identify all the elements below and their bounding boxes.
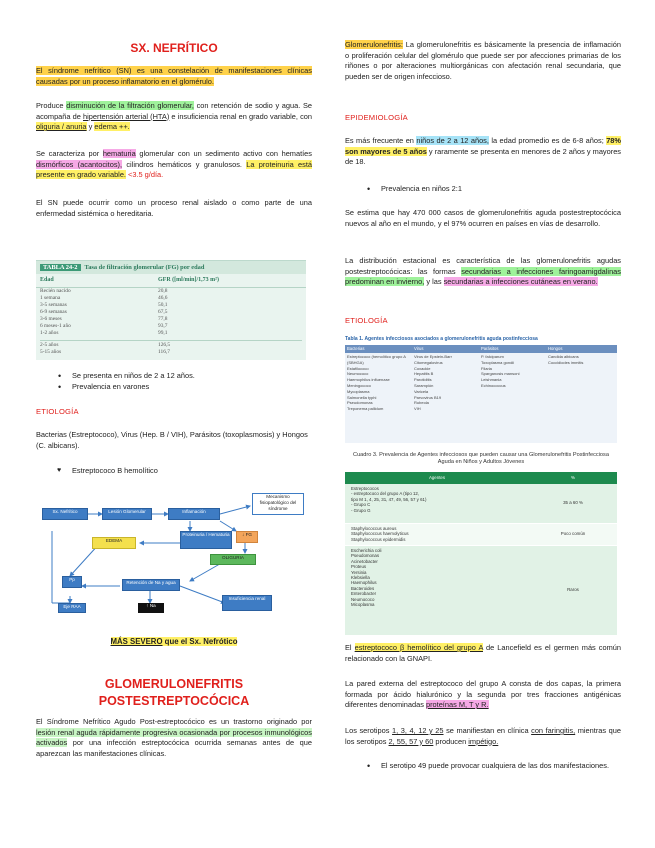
list-item: Varicela bbox=[414, 388, 429, 394]
red-value: <3.5 g/día. bbox=[125, 170, 164, 180]
list-item: P. falciparum bbox=[481, 354, 504, 360]
highlight-mas-severo: MÁS SEVERO bbox=[110, 637, 163, 646]
list-item: Coxackie bbox=[414, 365, 431, 371]
list-item: Treponema pallidum bbox=[347, 406, 384, 412]
agent-line: Estreptococos bbox=[351, 486, 379, 491]
agent-line: Staphylococcus epidermidis bbox=[351, 536, 406, 542]
list-item: • Prevalencia en varones bbox=[36, 382, 312, 393]
box-proteinuria-hematuria: Proteinuria / Hematuria bbox=[180, 531, 232, 549]
list-item: Parotiditis bbox=[414, 377, 432, 383]
cell-age: 3-5 semanas bbox=[40, 301, 67, 308]
heart-list bbox=[36, 466, 312, 477]
row-value: Raros bbox=[567, 587, 579, 593]
cell-age: 2-5 años bbox=[40, 341, 59, 348]
box-fg: ↓ FG bbox=[236, 531, 258, 543]
paragraph-gnapi-definition bbox=[36, 717, 312, 759]
cuadro3-caption: Cuadro 3. Prevalencia de Agentes infecciosos que pueden causar una Glomerulonefritis Postinfecciosa Aguda en Niños y Adultos Jóvenes bbox=[353, 452, 609, 466]
list-item: • El serotipo 49 puede provocar cualquiera de las dos manifestaciones. bbox=[345, 761, 621, 772]
paragraph-glomerulonefritis bbox=[345, 40, 621, 82]
paragraph-produce bbox=[36, 101, 312, 133]
title-line-1: GLOMERULONEFRITIS bbox=[104, 677, 244, 691]
highlight-fg: disminución de la filtración glomerular, bbox=[66, 101, 194, 110]
header-hongos: Hongos bbox=[548, 346, 563, 352]
highlight-lesion: lesión renal aguda rápidamente progresiva ocasionada por procesos inmunológicos activados bbox=[36, 727, 312, 748]
text-span: El Síndrome Nefrítico Agudo Post-estreptocócico es un trastorno originado por bbox=[36, 717, 312, 726]
table-separator bbox=[40, 337, 302, 341]
list-item: Candida albicans bbox=[548, 354, 579, 360]
table-header bbox=[36, 261, 306, 274]
agent-line: Klebsiella bbox=[351, 575, 370, 581]
paragraph-aislado: El SN puede ocurrir como un proceso renal aislado o como parte de una enfermedad sistémica o hereditaria. bbox=[36, 198, 312, 218]
column-hongos bbox=[548, 354, 615, 442]
cell-age: 3-6 meses bbox=[40, 315, 62, 322]
text-span: cilindros hemáticos y granulosos. bbox=[122, 159, 247, 169]
table-row bbox=[36, 316, 306, 323]
row-value: 35 a 60 % bbox=[563, 500, 583, 506]
table-row bbox=[36, 295, 306, 302]
header-virus: Virus bbox=[414, 346, 424, 352]
list-item: Virus de Epstein-Barr bbox=[414, 354, 452, 360]
agent-line: Escherichia coli bbox=[351, 548, 382, 553]
box-insuficiencia: Insuficiencia renal bbox=[222, 595, 272, 611]
cell-gfr: 20,8 bbox=[158, 287, 168, 294]
box-lesion-glomerular: Lesión Glomerular bbox=[102, 508, 152, 520]
row-agents bbox=[345, 546, 529, 635]
text-span: se manifiestan en clínica bbox=[443, 726, 532, 735]
highlight-proteinas: proteínas M, T y R. bbox=[425, 700, 489, 710]
column-virus bbox=[414, 354, 481, 442]
cell-age: 6 meses-1 año bbox=[40, 322, 71, 329]
box-inflamacion: Inflamación bbox=[168, 508, 220, 520]
paragraph-pared bbox=[345, 679, 621, 711]
text-span: mientras que los serotipos bbox=[345, 726, 621, 746]
list-item: Parvovirus B19 bbox=[414, 394, 442, 400]
box-edema: EDEMA bbox=[92, 537, 136, 549]
box-na: ↑ Na bbox=[138, 603, 164, 613]
text-span: Es más frecuente en bbox=[345, 136, 417, 145]
pathophysiology-diagram bbox=[40, 491, 310, 613]
box-eje-raa: Eje RAA bbox=[58, 603, 86, 613]
agent-line: Staphylococcus haemolyticus bbox=[351, 531, 409, 537]
title-sx-nefritico: SX. NEFRÍTICO bbox=[130, 41, 218, 55]
list-item: Sarampión bbox=[414, 383, 434, 389]
heading-etiologia-right: ETIOLOGÍA bbox=[345, 316, 388, 325]
cell-gfr: 99,1 bbox=[158, 329, 168, 336]
agent-line: - Grupo G bbox=[351, 507, 371, 513]
table-column-headers bbox=[36, 274, 306, 288]
agent-line: Acinetobacter bbox=[351, 558, 378, 564]
box-ht: Pp bbox=[62, 576, 82, 588]
paragraph-estacional bbox=[345, 256, 621, 288]
highlight-78: 78% son mayores de 5 años bbox=[345, 136, 621, 156]
header-parasitos: Parásitos bbox=[481, 346, 499, 352]
paragraph-etiologia: Bacterias (Estreptococo), Virus (Hep. B / VIH), Parásitos (toxoplasmosis) y Hongos (C. albicans). bbox=[36, 430, 308, 450]
cell-age: 6-9 semanas bbox=[40, 308, 67, 315]
paragraph-hematuria bbox=[36, 149, 312, 181]
agent-line: Pseudomonas bbox=[351, 553, 380, 559]
cuadro3-header bbox=[345, 472, 617, 484]
list-item: Salmonella typhi bbox=[347, 394, 377, 400]
highlight-age: niños de 2 a 12 años, bbox=[416, 136, 489, 145]
agent-line: - Grupo C bbox=[351, 502, 371, 508]
text-span: de Lancefield es el germen más común relacionado con la GNAPI. bbox=[345, 643, 621, 663]
underline-serotipos-1: 1, 3, 4, 12 y 25 bbox=[392, 726, 444, 735]
table-row bbox=[36, 288, 306, 295]
table1-header bbox=[345, 345, 617, 353]
underline-hta: hipertensión arterial (HTA) bbox=[83, 111, 170, 121]
title-line-2: POSTESTREPTOCÓCICA bbox=[98, 694, 250, 708]
paragraph-epidemiologia bbox=[345, 136, 621, 168]
highlight-proteinuria: La proteinuria está presente en grado variable. bbox=[36, 159, 313, 180]
column-edad: Edad bbox=[40, 277, 54, 283]
row-agents bbox=[345, 484, 529, 523]
heading-etiologia-left: ETIOLOGÍA bbox=[36, 407, 79, 416]
list-item: Pseudomonas bbox=[347, 400, 373, 406]
underline-impetigo: impétigo. bbox=[468, 736, 499, 746]
mas-severo-line bbox=[36, 636, 312, 647]
table-rows-b bbox=[36, 342, 306, 356]
list-item: Meningococo bbox=[347, 383, 371, 389]
list-item: Estafilococo bbox=[347, 365, 369, 371]
list-item: Leishmania bbox=[481, 377, 502, 383]
list-item: ♥ Estreptococo B hemolítico bbox=[36, 466, 312, 477]
highlight-hematuria: hematuria bbox=[102, 149, 136, 158]
list-item: Filaria bbox=[481, 365, 492, 371]
row-agents bbox=[345, 524, 529, 545]
table-row bbox=[36, 342, 306, 349]
table-rows-a bbox=[36, 288, 306, 337]
heading-epidemiologia: EPIDEMIOLOGÍA bbox=[345, 113, 408, 122]
bullet-prevalencia bbox=[345, 184, 621, 195]
cell-gfr: 116,7 bbox=[158, 348, 170, 355]
table-agentes-infecciosos bbox=[345, 336, 617, 442]
cell-age: 1 semana bbox=[40, 294, 61, 301]
agent-line: Haemophilus bbox=[351, 580, 377, 586]
text-span: Los serotipos bbox=[345, 726, 393, 735]
list-item: Coccidiodes immitis bbox=[548, 359, 584, 365]
title-glomerulonefritis bbox=[36, 676, 312, 710]
table-cuadro3 bbox=[345, 472, 617, 636]
agent-line: Enterobacter bbox=[351, 591, 377, 597]
table-tag: TABLA 24-2 bbox=[40, 264, 81, 271]
highlight-estreptococo: estreptococo β hemolítico del grupo A bbox=[354, 643, 483, 652]
box-sx-nefritico: Sx. Nefrítico bbox=[42, 508, 88, 520]
paragraph-serotipos bbox=[345, 726, 621, 747]
table-row bbox=[345, 484, 617, 524]
agent-line: Micoplasma bbox=[351, 602, 375, 608]
text-span: La glomerulonefritis es básicamente la presencia de inflamación o proliferación celular del glomérulo que puede ser por afecciones primarias de los riñones o por alteraciones multiorgánicas con afectación renal secundaria, que pueden ser de origen infeccioso. bbox=[345, 40, 621, 81]
list-item: Sparganosis mansoni bbox=[481, 371, 520, 377]
bullet-list-epidemiology bbox=[36, 371, 312, 392]
highlight-invierno: secundarias a infecciones faringoamigdalinas predominan en invierno, bbox=[345, 266, 621, 287]
text-span: La pared externa del estreptococo del grupo A consta de dos capas, la primera formada por ácido hialurónico y la segunda por tres fracciones antigénicas diferentes denominadas bbox=[345, 679, 621, 710]
list-item: Echinococcus bbox=[481, 383, 506, 389]
box-note: Mecanismo fisiopatológico del síndrome bbox=[252, 493, 304, 515]
agent-line: Neumococo bbox=[351, 596, 375, 602]
underline-faringitis: con faringitis, bbox=[531, 726, 576, 735]
table-row bbox=[345, 546, 617, 636]
header-bacterias: Bacterias bbox=[347, 346, 365, 352]
cell-age: Recién nacido bbox=[40, 287, 71, 294]
text-span: El bbox=[345, 643, 355, 652]
highlight-edema: edema ++. bbox=[94, 122, 130, 132]
cell-gfr: 67,5 bbox=[158, 308, 168, 315]
agent-line: - estreptococo del grupo A (tipo 12, bbox=[351, 491, 420, 497]
text-span: por una infección estreptocócica ocurrida semanas antes de que aparezcan las manifestaciones clínicas. bbox=[36, 738, 312, 758]
cell-gfr: 77,8 bbox=[158, 315, 168, 322]
paragraph-definition bbox=[36, 66, 312, 87]
paragraph-casos: Se estima que hay 470 000 casos de glomerulonefritis aguda postestreptocócica nuevos al año en el mundo, y el 97% ocurren en países en vías de desarrollo. bbox=[345, 208, 621, 228]
header-agentes: Agentes bbox=[428, 475, 446, 481]
text-span: producen bbox=[433, 736, 469, 746]
agent-line: tipo M 1, 4, 25, 31, 47, 49, 56, 57 y 61) bbox=[351, 496, 427, 502]
text-span: y las bbox=[424, 277, 444, 287]
text-span: Se caracteriza por bbox=[36, 149, 103, 158]
agent-line: Bacteroides bbox=[351, 585, 375, 591]
highlight-dismorficos: dismórficos (acantocitos), bbox=[36, 159, 123, 169]
table-row bbox=[36, 330, 306, 337]
box-oliguria: OLIGURIA bbox=[210, 554, 256, 565]
agent-line: Yersinia bbox=[351, 569, 367, 575]
bullet-serotipo-49 bbox=[345, 761, 621, 772]
list-item: • Se presenta en niños de 2 a 12 años. bbox=[36, 371, 312, 382]
text-span: con retención de sodio y agua. Se acompaña de bbox=[36, 101, 313, 121]
underline-serotipos-2: 2, 55, 57 y 60 bbox=[388, 736, 434, 746]
table1-body bbox=[345, 353, 617, 443]
table-row bbox=[36, 349, 306, 356]
table-row bbox=[36, 323, 306, 330]
list-item: Citomegalovirus bbox=[414, 359, 443, 365]
list-item: Mycoplasma bbox=[347, 388, 370, 394]
list-item: • Prevalencia en niños 2:1 bbox=[345, 184, 621, 195]
list-item: Toxoplasma gondii bbox=[481, 359, 515, 365]
list-item: Haemophilus influenzae bbox=[347, 377, 390, 383]
list-item: Hepatitis B bbox=[414, 371, 434, 377]
text-span: la edad promedio es de 6-8 años; bbox=[488, 136, 607, 145]
cell-gfr: 93,7 bbox=[158, 322, 168, 329]
text-span: y raramente se presenta en menores de 2 años y mayores de 18. bbox=[345, 146, 621, 167]
paragraph-estreptococo bbox=[345, 643, 621, 664]
highlight-oliguria: oliguria / anuria bbox=[36, 122, 87, 132]
column-gfr: GFR ([ml/min]/1,73 m²) bbox=[158, 277, 219, 283]
header-percent: % bbox=[571, 474, 575, 480]
table-title: Tasa de filtración glomerular (FG) por edad bbox=[84, 264, 205, 271]
text-span: Produce bbox=[36, 101, 67, 110]
list-item: Neumococo bbox=[347, 371, 369, 377]
text-span: La distribución estacional es característica de las glomerulonefritis agudas postestreptocócicas: las formas bbox=[345, 256, 621, 276]
agent-line: Proteus bbox=[351, 564, 367, 570]
list-item: Rubeola bbox=[414, 400, 429, 406]
highlight-term: Glomerulonefritis: bbox=[345, 40, 403, 49]
highlight-definition: El síndrome nefrítico (SN) es una constelación de manifestaciones clínicas causadas por un proceso inflamatorio en el glomérulo. bbox=[36, 66, 312, 86]
highlight-verano: secundarias a infecciones cutáneas en verano. bbox=[443, 277, 598, 287]
cell-gfr: 126,5 bbox=[158, 341, 171, 348]
column-parasitos bbox=[481, 354, 548, 442]
highlight-severo-rest: que el Sx. Nefrótico bbox=[162, 637, 238, 646]
text-span: e insuficiencia renal en grado variable, con bbox=[169, 111, 313, 121]
list-item: VIH bbox=[414, 406, 421, 412]
column-bacterias bbox=[347, 354, 414, 442]
cell-age: 5-15 años bbox=[40, 348, 62, 355]
box-retencion: Retención de Na y agua bbox=[122, 579, 180, 591]
agent-line: Staphylococcus aureus bbox=[351, 526, 397, 531]
cell-gfr: 46,6 bbox=[158, 294, 168, 301]
cell-age: 1-2 años bbox=[40, 329, 59, 336]
table-row bbox=[36, 309, 306, 316]
text-span: y bbox=[86, 122, 95, 132]
table-row bbox=[345, 524, 617, 546]
text-span: glomerular con un sedimento activo con hematíes bbox=[135, 149, 312, 158]
table-gfr-by-age bbox=[36, 260, 306, 360]
table1-title: Tabla 1. Agentes infecciosos asociados a glomerulonefritis aguda postinfecciosa bbox=[345, 336, 538, 342]
cell-gfr: 50,1 bbox=[158, 301, 168, 308]
list-item: Estreptococo (hemolítico grupo A (SBHGA) bbox=[347, 354, 406, 365]
row-value: Poco común bbox=[560, 531, 586, 537]
table-row bbox=[36, 302, 306, 309]
